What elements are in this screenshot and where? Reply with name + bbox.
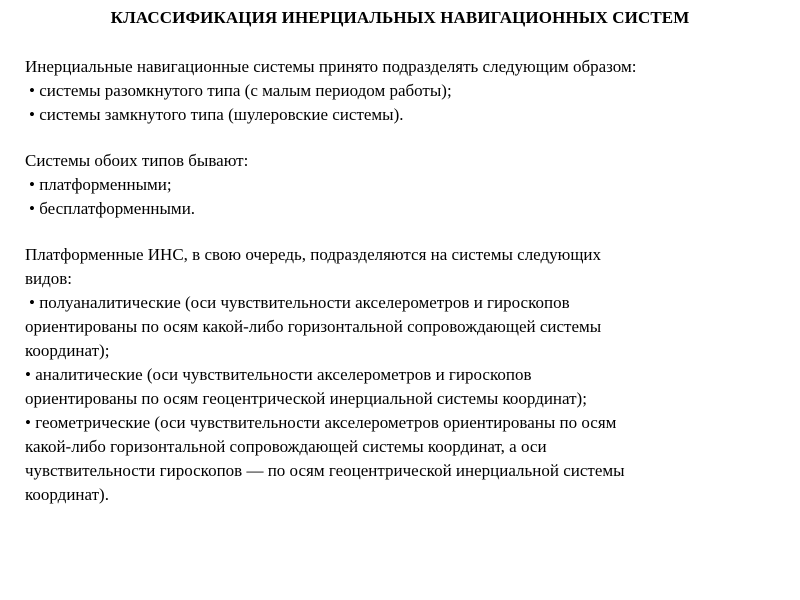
section2-item-strapdown: • бесплатформенными.	[29, 199, 196, 218]
section1-item-closed-type: • системы замкнутого типа (шулеровские системы).	[29, 105, 404, 124]
section1-item-open-type: • системы разомкнутого типа (с малым периодом работы);	[29, 81, 452, 100]
slide-title: КЛАССИФИКАЦИЯ ИНЕРЦИАЛЬНЫХ НАВИГАЦИОННЫХ СИСТЕМ	[110, 8, 690, 27]
spacer	[25, 127, 760, 149]
section3-item-semianalytic-line3: координат);	[25, 341, 110, 360]
section1-intro: Инерциальные навигационные системы принято подразделять следующим образом:	[25, 57, 637, 76]
section3-item-analytic-line1: • аналитические (оси чувствительности акселерометров и гироскопов	[25, 365, 532, 384]
section2-intro: Системы обоих типов бывают:	[25, 151, 249, 170]
section2-item-platform: • платформенными;	[29, 175, 172, 194]
section3-item-geometric-line1: • геометрические (оси чувствительности акселерометров ориентированы по осям	[25, 413, 617, 432]
section3-item-geometric-line2: какой-либо горизонтальной сопровождающей системы координат, а оси	[25, 437, 547, 456]
section3-intro-line1: Платформенные ИНС, в свою очередь, подразделяются на системы следующих	[25, 245, 602, 264]
section3-item-semianalytic-line1: • полуаналитические (оси чувствительности акселерометров и гироскопов	[29, 293, 570, 312]
slide-body	[25, 55, 760, 507]
spacer	[25, 221, 760, 243]
section3-item-semianalytic-line2: ориентированы по осям какой-либо горизонтальной сопровождающей системы	[25, 317, 602, 336]
section3-item-analytic-line2: ориентированы по осям геоцентрической инерциальной системы координат);	[25, 389, 587, 408]
section3-intro-line2: видов:	[25, 269, 73, 288]
section3-item-geometric-line3: чувствительности гироскопов — по осям геоцентрической инерциальной системы	[25, 461, 625, 480]
section3-item-geometric-line4: координат).	[25, 485, 109, 504]
